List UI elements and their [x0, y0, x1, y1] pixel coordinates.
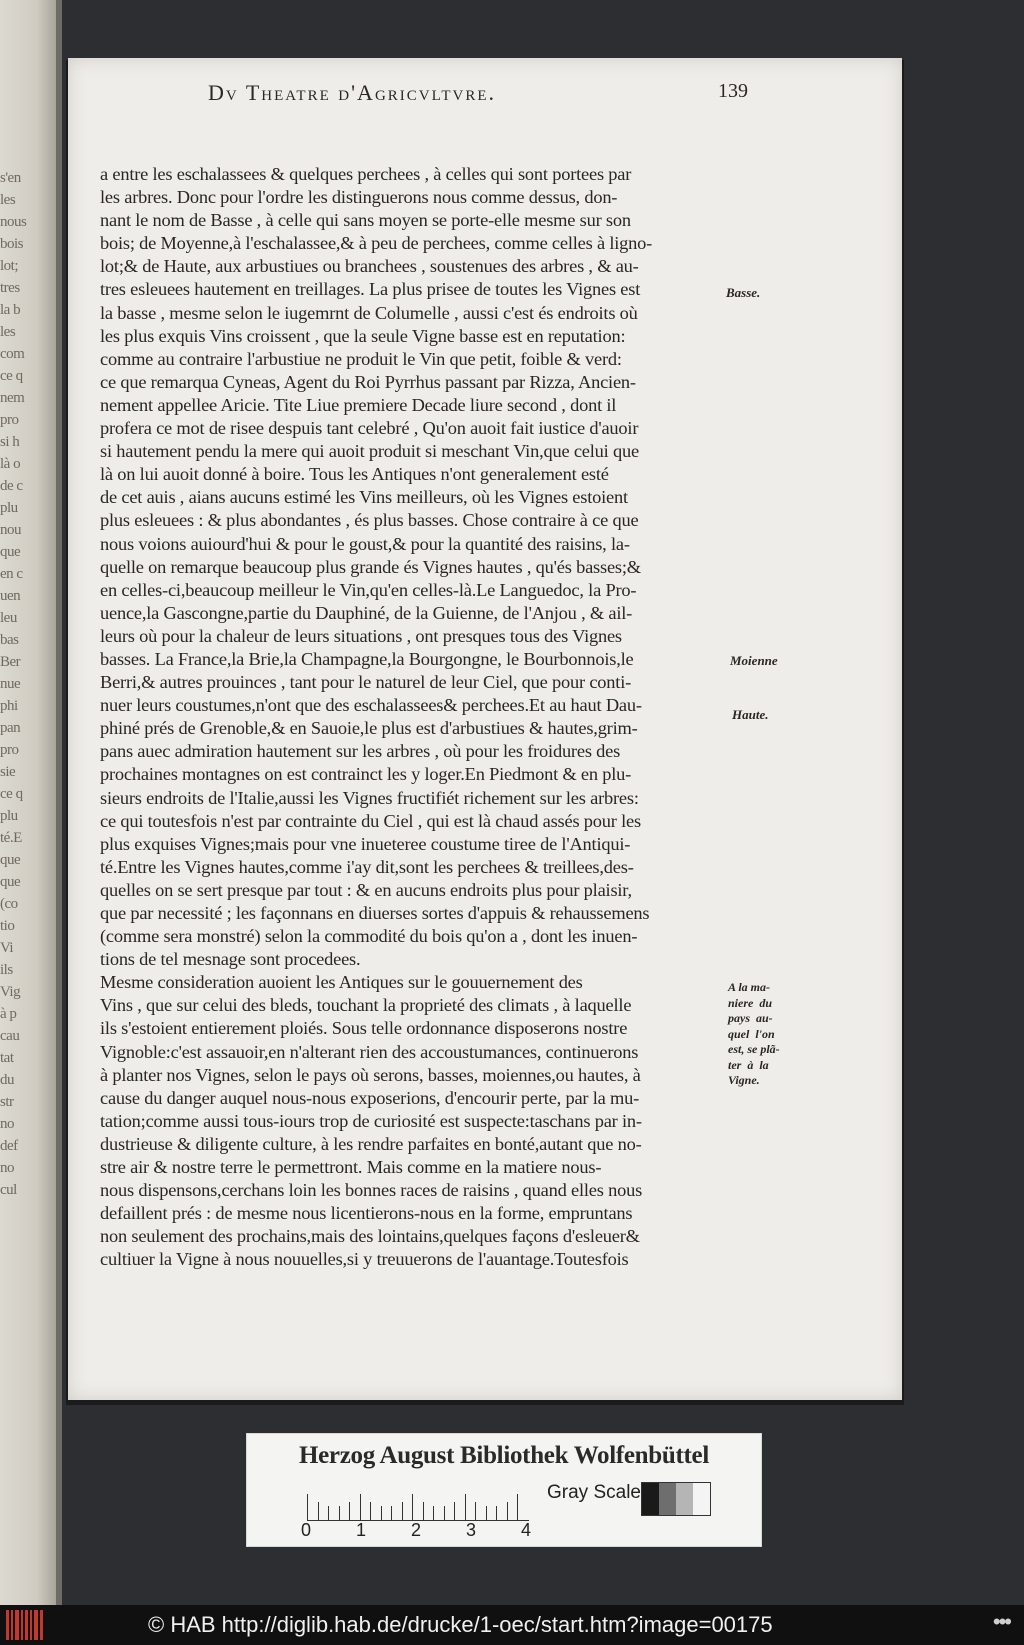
text-line: pans auec admiration hautement sur les arbres , où pour les froidures des [100, 741, 621, 762]
ruler-tick [402, 1502, 403, 1520]
facing-page-fragment: que [0, 544, 21, 560]
text-line: que par necessité ; les façonnans en diuerses sortes d'appuis & rehaussemens [100, 903, 650, 923]
text-line: nuer leurs coustumes,n'ont que des eschalassees& perchees.Et au haut Dau- [100, 695, 642, 716]
text-line: si hautement pendu la mere qui auoit produit si meschant Vin,que celui que [100, 441, 639, 462]
running-head: Dv Theatre d'Agricvltvre. [208, 80, 497, 105]
facing-page-fragment: pro [0, 742, 19, 758]
ruler-tick [360, 1494, 361, 1520]
facing-page-fragment: les [0, 192, 16, 208]
barcode-bar [11, 1610, 13, 1640]
text-line: tation;comme aussi tous-iours trop de curiosité est suspecte:taschans par in- [100, 1110, 642, 1131]
grayscale-label: Gray Scale [547, 1482, 641, 1503]
facing-page-fragment: que [0, 852, 21, 868]
facing-page-fragment: de c [0, 478, 23, 494]
library-name: Herzog August Bibliothek Wolfenbüttel [298, 1442, 709, 1469]
facing-page-fragment: à p [0, 1006, 17, 1022]
ruler-tick [381, 1506, 382, 1520]
facing-page-fragment: té.E [0, 830, 22, 846]
facing-page-fragment: plu [0, 808, 18, 824]
facing-page-fragment: lot; [0, 258, 19, 274]
page-header [138, 80, 748, 110]
ruler-tick [412, 1494, 413, 1520]
facing-page-fragment: Ber [0, 654, 21, 670]
facing-page-fragment: nue [0, 676, 21, 692]
text-line: lot;& de Haute, aux arbustiues ou branchees , soustenues des arbres , & au- [100, 256, 639, 277]
text-line: non seulement des prochains,mais des lointains,quelques façons d'esleuer& [100, 1226, 640, 1247]
facing-page-fragment: bas [0, 632, 19, 648]
facing-page-fragment: nou [0, 522, 21, 538]
ruler-label: 3 [466, 1520, 477, 1540]
facing-page-fragment: la b [0, 302, 21, 318]
facing-page-fragment: en c [0, 566, 23, 582]
text-line: ce qui toutesfois n'est par contrainte du Ciel , qui est là chaud assés pour les [100, 810, 641, 831]
text-line: (comme sera monstré) selon la commodité du bois qu'on a , dont les inuen- [100, 926, 638, 947]
facing-page-fragment: là o [0, 456, 21, 472]
facing-page-fragments [0, 170, 40, 1204]
ruler-label: 4 [521, 1520, 532, 1540]
text-line: uence,la Gascongne,partie du Dauphiné, de la Guienne, de l'Anjou , & ail- [100, 602, 633, 623]
ruler-tick [496, 1506, 497, 1520]
facing-page-fragment: (co [0, 896, 18, 912]
facing-page-fragment: com [0, 346, 25, 362]
facing-page-fragment: nous [0, 214, 27, 230]
ruler-tick [423, 1502, 424, 1520]
barcode-bar [30, 1610, 32, 1640]
text-line: les plus exquis Vins croissent , que la seule Vigne basse est en reputation: [100, 325, 626, 346]
text-line: cultiuer la Vigne à nous nouuelles,si y treuuerons de l'auantage.Toutesfois [100, 1249, 629, 1270]
facing-page-edge [0, 0, 62, 1605]
text-line: Vins , que sur celui des bleds, touchant la proprieté des climats , à laquelle [100, 995, 632, 1016]
text-line: la basse , mesme selon le iugemrnt de Columelle , aussi c'est és endroits où [100, 302, 638, 323]
facing-page-fragment: tio [0, 918, 15, 934]
ruler-tick [328, 1506, 329, 1520]
text-line: ce que remarqua Cyneas, Agent du Roi Pyrrhus passant par Rizza, Ancien- [100, 371, 636, 392]
facing-page-fragment: ce q [0, 786, 23, 802]
text-line: Berri,& autres prouinces , tant pour le naturel de leur Ciel, que pour conti- [100, 672, 632, 693]
facing-page-fragment: bois [0, 236, 24, 252]
text-line: a entre les eschalassees & quelques perchees , à celles qui sont portees par [100, 164, 632, 184]
text-line: quelle on remarque beaucoup plus grande és Vignes hautes , qu'és basses;& [100, 556, 641, 577]
facing-page-fragment: sie [0, 764, 16, 780]
facing-page-fragment: ils [0, 962, 13, 978]
facing-page-fragment: tat [0, 1050, 14, 1066]
facing-page-fragment: que [0, 874, 21, 890]
ruler-tick [349, 1502, 350, 1520]
ruler-tick [433, 1506, 434, 1520]
grayscale-swatch [641, 1482, 711, 1516]
ruler-tick [307, 1494, 308, 1520]
facing-page-fragment: leu [0, 610, 17, 626]
text-line: Vignoble:c'est assauoir,en n'alterant rien des accoustumances, continuerons [100, 1041, 639, 1062]
status-bar [0, 1605, 1024, 1645]
facing-page-fragment: nem [0, 390, 25, 406]
ruler-tick [517, 1494, 518, 1520]
barcode-bar [34, 1610, 38, 1640]
text-line: cause du danger auquel nous-nous exposerions, d'encourir perte, par la mu- [100, 1087, 640, 1108]
facing-page-fragment: les [0, 324, 16, 340]
page-number: 139 [718, 80, 748, 102]
ruler-tick [370, 1502, 371, 1520]
text-line: profera ce mot de risee despuis tant celebré , Qu'on auoit fait iustice d'auoir [100, 418, 639, 439]
facing-page-fragment: plu [0, 500, 18, 516]
facing-page-fragment: cul [0, 1182, 17, 1198]
ruler-label: 0 [301, 1520, 312, 1540]
ruler-label: 1 [356, 1520, 367, 1540]
ruler-tick [454, 1502, 455, 1520]
text-line: nement appellee Aricie. Tite Liue premiere Decade liure second , dont il [100, 394, 617, 415]
ruler-tick [444, 1506, 445, 1520]
facing-page-fragment: pan [0, 720, 21, 736]
facing-page-fragment: ce q [0, 368, 23, 384]
margin-note-basse: Basse. [726, 285, 761, 300]
text-line: les arbres. Donc pour l'ordre les distinguerons nous comme dessus, don- [100, 187, 618, 208]
facing-page-fragment: s'en [0, 170, 21, 186]
barcode-bar [25, 1610, 28, 1640]
facing-page-fragment: Vi [0, 940, 14, 956]
text-line: tions de tel mesnage sont procedees. [100, 949, 361, 970]
ruler-tick [318, 1502, 319, 1520]
text-line: Mesme consideration auoient les Antiques sur le gouuernement des [100, 972, 583, 993]
text-line: ils s'estoient entierement ploiés. Sous telle ordonnance disposerons nostre [100, 1018, 628, 1039]
text-line: à planter nos Vignes, selon le pays où serons, basses, moiennes,ou hautes, à [100, 1064, 641, 1085]
text-line: sieurs endroits de l'Italie,aussi les Vignes fructifiét richement sur les arbres: [100, 787, 639, 808]
margin-note-haute: Haute. [732, 707, 769, 722]
text-line: nous voions auiourd'hui & pour le goust,& pour la quantité des raisins, la- [100, 533, 630, 554]
ruler-tick [391, 1506, 392, 1520]
calibration-card [246, 1433, 762, 1547]
text-line: nant le nom de Basse , à celle qui sans moyen se porte-elle mesme sur son [100, 210, 631, 231]
facing-page-fragment: tres [0, 280, 20, 296]
more-options-icon[interactable]: ••• [992, 1609, 1010, 1634]
page-gutter [56, 0, 62, 1605]
scale-ruler [307, 1484, 529, 1521]
barcode-icon[interactable] [6, 1610, 44, 1640]
barcode-bar [6, 1610, 9, 1640]
ruler-tick [465, 1494, 466, 1520]
facing-page-fragment: phi [0, 698, 18, 714]
ruler-label: 2 [411, 1520, 422, 1540]
text-line: comme au contraire l'arbustiue ne produit le Vin que petit, foible & verd: [100, 348, 622, 369]
ruler-tick [486, 1506, 487, 1520]
source-url[interactable]: © HAB http://diglib.hab.de/drucke/1-oec/start.htm?image=00175 [148, 1612, 773, 1637]
facing-page-fragment: pro [0, 412, 19, 428]
ruler-tick [475, 1502, 476, 1520]
facing-page-fragment: cau [0, 1028, 20, 1044]
margin-note-a-la-maniere: A la ma- niere du pays au- quel l'on est, se plã- ter à la Vigne. [728, 980, 780, 1087]
text-line: tres esleuees hautement en treillages. La plus prisee de toutes les Vignes est [100, 279, 641, 300]
text-line: nous dispensons,cerchans loin les bonnes races de raisins , quand elles nous [100, 1180, 643, 1201]
text-line: té.Entre les Vignes hautes,comme i'ay dit,sont les perchees & treillees,des- [100, 856, 634, 877]
facing-page-fragment: uen [0, 588, 21, 604]
text-line: là on lui auoit donné à boire. Tous les Antiques n'ont generalement esté [100, 464, 609, 485]
text-line: en celles-ci,beaucoup meilleur le Vin,qu'en celles-là.Le Languedoc, la Pro- [100, 579, 637, 600]
facing-page-fragment: si h [0, 434, 20, 450]
text-line: phiné prés de Grenoble,& en Sauoie,le plus est d'arbustiues & hautes,grim- [100, 718, 638, 739]
text-line: de cet auis , aians aucuns estimé les Vins meilleurs, où les Vignes estoient [100, 487, 628, 508]
text-line: bois; de Moyenne,à l'eschalassee,& à peu de perchees, comme celles à ligno- [100, 233, 653, 254]
barcode-bar [21, 1610, 23, 1640]
ruler-tick [507, 1502, 508, 1520]
text-line: plus exquises Vignes;mais pour vne inueteree coustume tiree de l'Antiqui- [100, 833, 631, 854]
facing-page-fragment: du [0, 1072, 14, 1088]
facing-page-fragment: Vig [0, 984, 21, 1000]
barcode-bar [15, 1610, 19, 1640]
facing-page-fragment: no [0, 1116, 14, 1132]
text-line: dustrieuse & diligente culture, à les rendre parfaites en bonté,autant que no- [100, 1133, 642, 1154]
body-text [100, 163, 730, 1272]
facing-page-fragment: str [0, 1094, 14, 1110]
margin-note-moienne: Moienne [730, 653, 778, 668]
text-line: leurs où pour la chaleur de leurs situations , ont presques tous des Vignes [100, 625, 622, 646]
text-line: stre air & nostre terre le permettront. Mais comme en la matiere nous- [100, 1157, 602, 1178]
barcode-bar [40, 1610, 43, 1640]
text-line: defaillent prés : de mesme nous licentierons-nous en la forme, empruntans [100, 1203, 633, 1224]
text-line: prochaines montagnes on est contrainct les y loger.En Piedmont & en plu- [100, 764, 632, 785]
ruler-tick [339, 1506, 340, 1520]
text-line: basses. La France,la Brie,la Champagne,la Bourgongne, le Bourbonnois,le [100, 648, 634, 669]
facing-page-fragment: def [0, 1138, 18, 1154]
text-line: quelles on se sert presque par tout : & en aucuns endroits plus pour plaisir, [100, 879, 632, 900]
text-line: plus esleuees : & plus abondantes , és plus basses. Chose contraire à ce que [100, 510, 639, 531]
facing-page-fragment: no [0, 1160, 14, 1176]
